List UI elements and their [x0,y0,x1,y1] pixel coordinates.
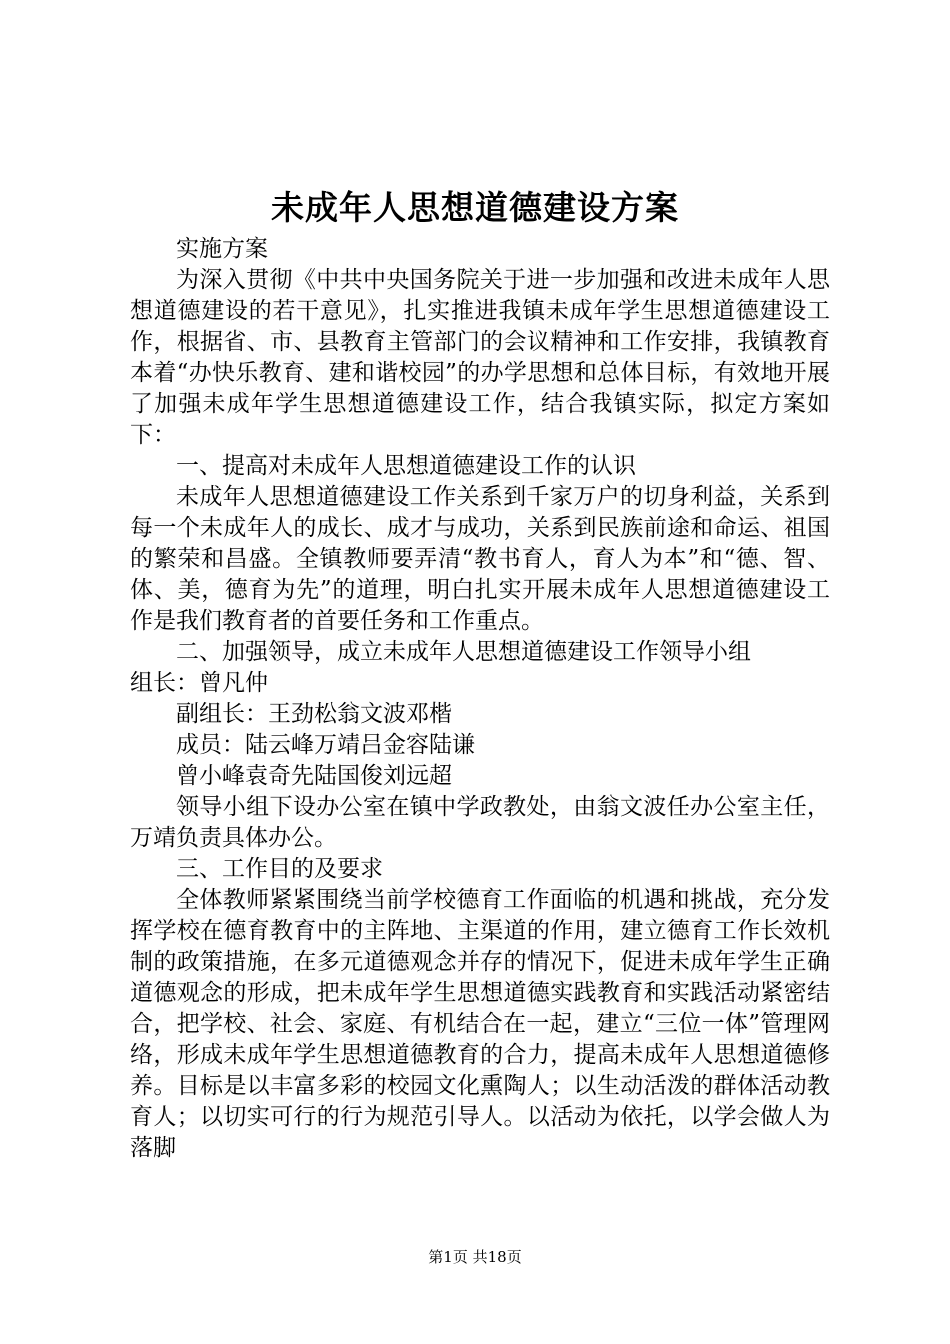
section-heading-3: 三、工作目的及要求 [176,856,383,882]
paragraph-intro-label: 实施方案 [176,236,268,262]
section-heading-2: 二、加强领导，成立未成年人思想道德建设工作领导小组 [176,639,751,665]
paragraph-deputy-leaders: 副组长：王劲松翁文波邓楷 [176,701,452,727]
paragraph-members: 成员：陆云峰万靖吕金容陆谦 [176,732,475,758]
paragraph-members-continued: 曾小峰袁奇先陆国俊刘远超 [176,763,452,789]
paragraph-section-1: 未成年人思想道德建设工作关系到千家万户的切身利益，关系到每一个未成年人的成长、成才与成功，关系到民族前途和命运、祖国的繁荣和昌盛。全镇教师要弄清“教书育人，育人为本”和“德、智、体、美，德育为先”的道理，明白扎实开展未成年人思想道德建设工作是我们教育者的首要任务和工作重点。 [130,484,830,634]
section-heading-1: 一、提高对未成年人思想道德建设工作的认识 [176,453,636,479]
paragraph-office: 领导小组下设办公室在镇中学政教处，由翁文波任办公室主任，万靖负责具体办公。 [130,794,830,851]
document-body [130,234,830,1164]
paragraph-preface: 为深入贯彻《中共中央国务院关于进一步加强和改进未成年人思想道德建设的若干意见》，扎实推进我镇未成年学生思想道德建设工作，根据省、市、县教育主管部门的会议精神和工作安排，我镇教育本着“办快乐教育、建和谐校园”的办学思想和总体目标，有效地开展了加强未成年学生思想道德建设工作，结合我镇实际，拟定方案如下： [130,267,830,448]
paragraph-group-leader: 组长：曾凡仲 [130,670,268,696]
document-title: 未成年人思想道德建设方案 [271,188,679,227]
page-number: 第1页 共18页 [428,1248,522,1266]
paragraph-section-3: 全体教师紧紧围绕当前学校德育工作面临的机遇和挑战，充分发挥学校在德育教育中的主阵地、主渠道的作用，建立德育工作长效机制的政策措施，在多元道德观念并存的情况下，促进未成年学生正确道德观念的形成，把未成年学生思想道德实践教育和实践活动紧密结合，把学校、社会、家庭、有机结合在一起，建立“三位一体”管理网络，形成未成年学生思想道德教育的合力，提高未成年人思想道德修养。目标是以丰富多彩的校园文化熏陶人；以生动活泼的群体活动教育人；以切实可行的行为规范引导人。以活动为依托，以学会做人为落脚 [130,887,830,1161]
